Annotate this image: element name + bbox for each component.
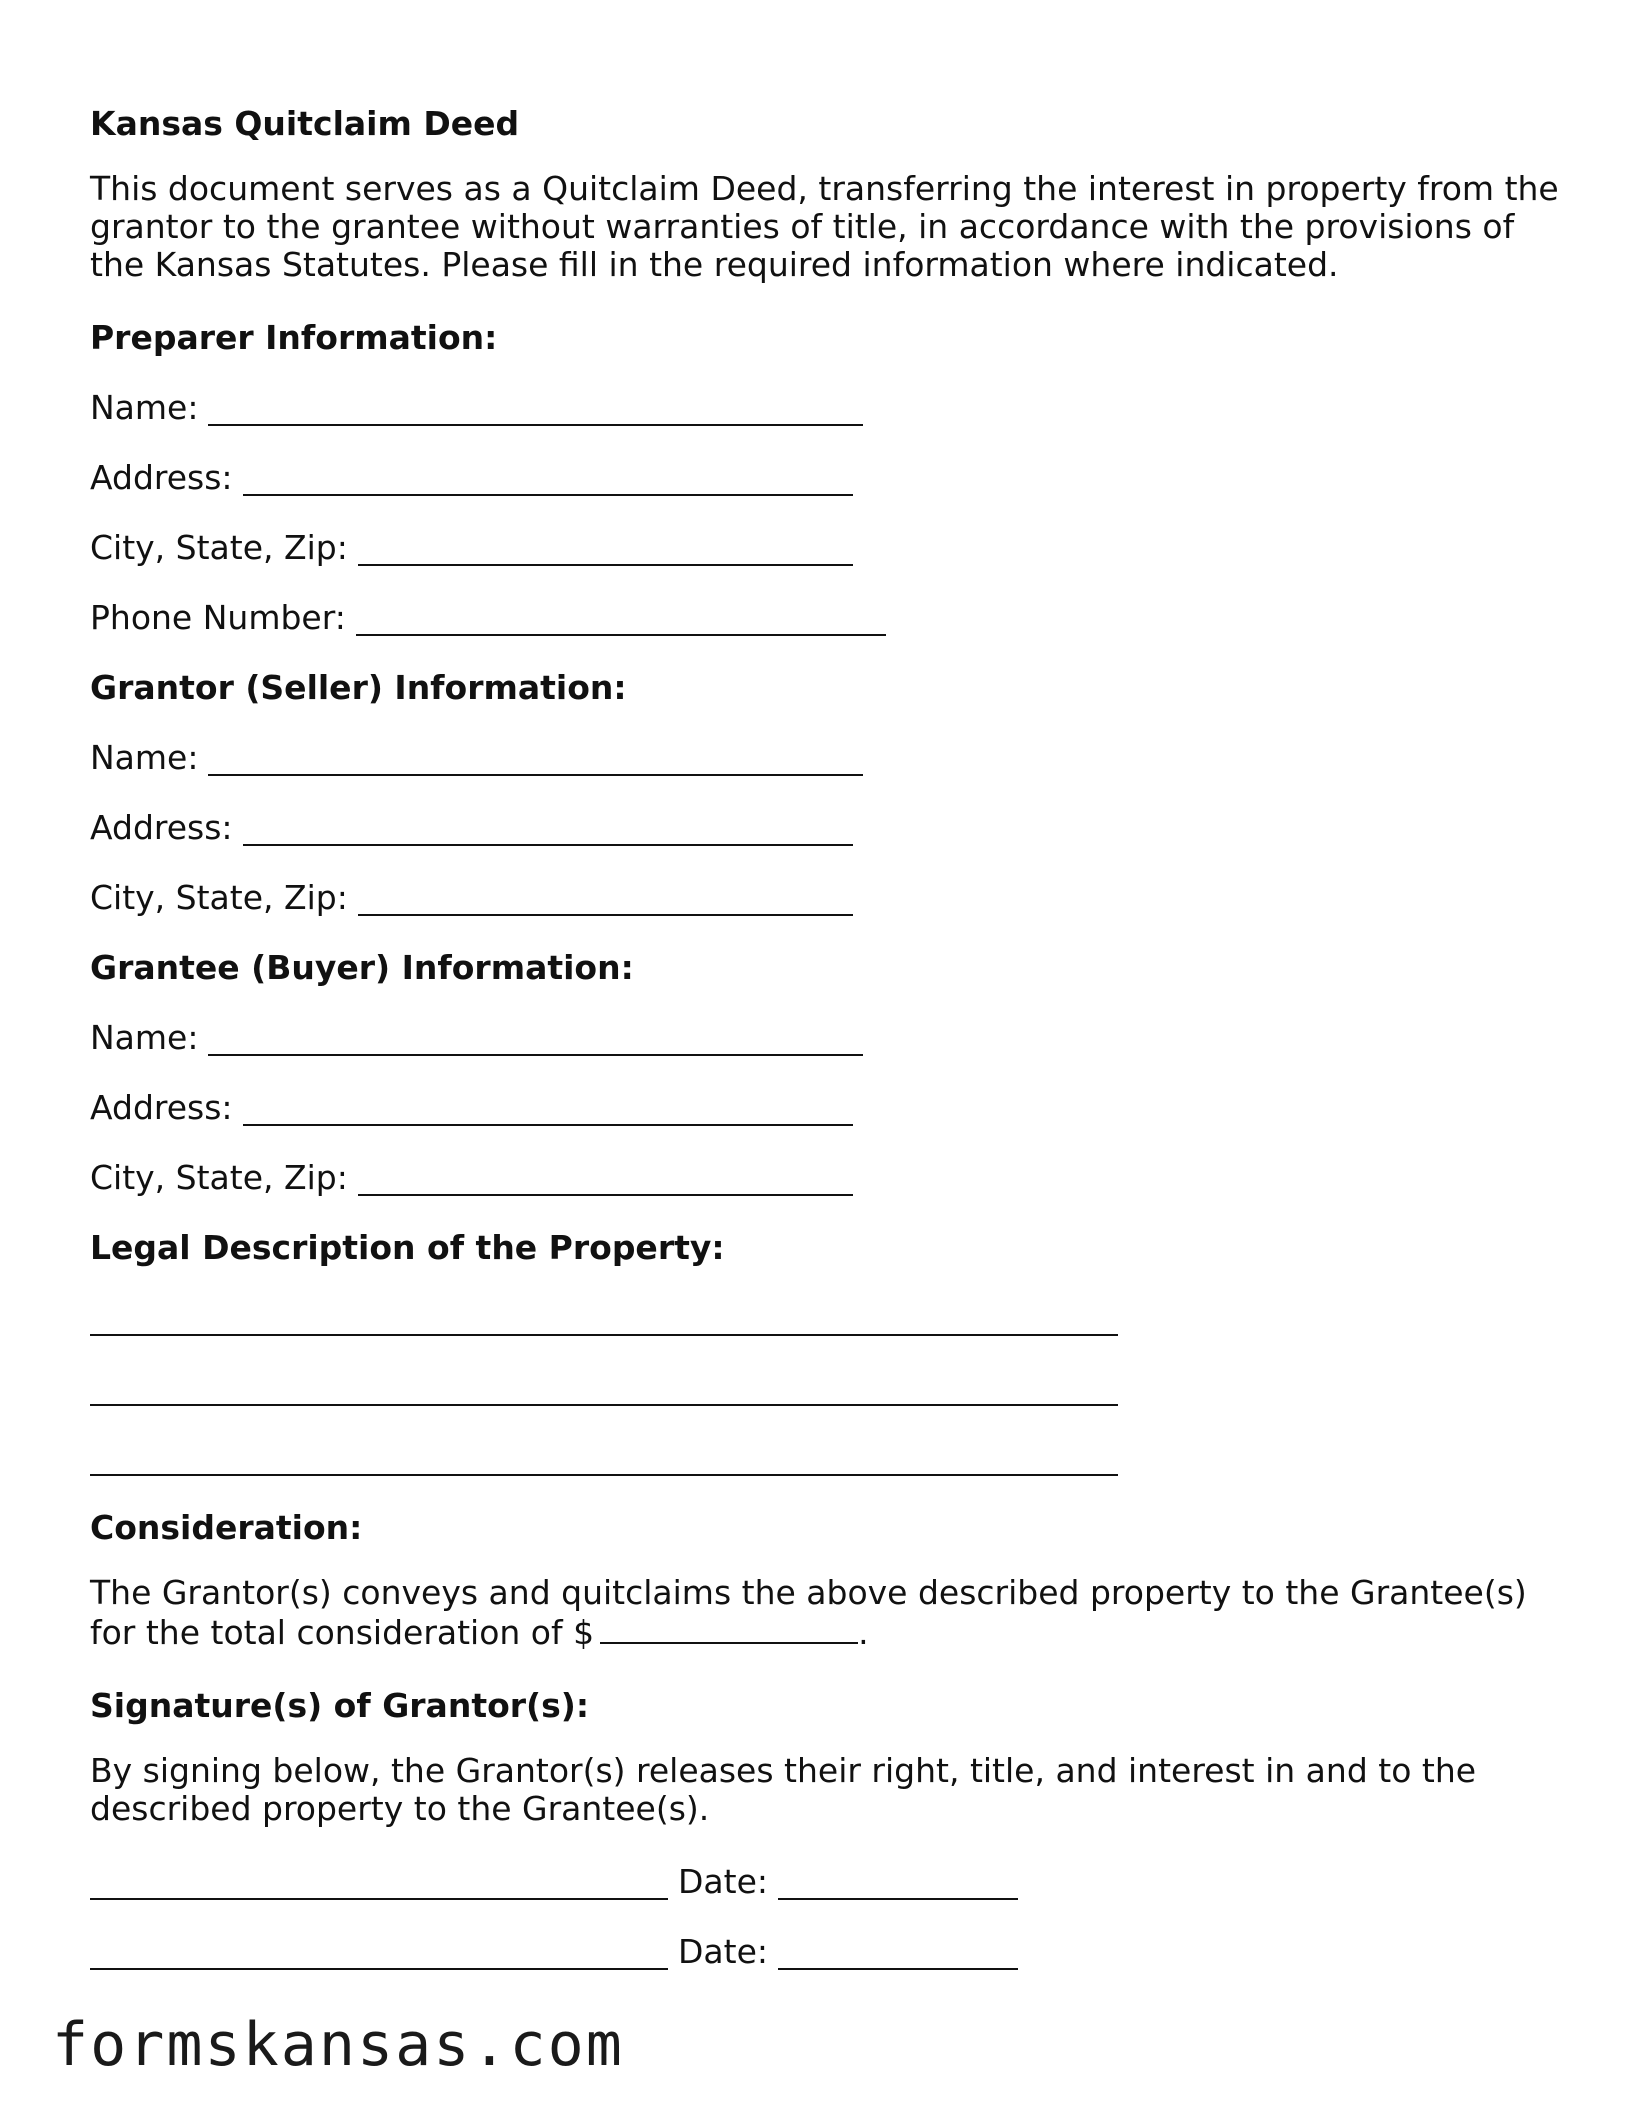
legal-description-heading: Legal Description of the Property: [90,1228,725,1267]
legal-description-line-2-row [90,1364,1570,1412]
preparer-city-row [90,524,1570,572]
consideration-period: . [858,1613,869,1652]
grantee-name-field[interactable] [208,1016,863,1056]
preparer-name-label: Name: [90,388,199,427]
preparer-phone-field[interactable] [356,596,886,636]
legal-description-line-2[interactable] [90,1366,1118,1406]
date-1-field[interactable] [778,1860,1018,1900]
preparer-heading: Preparer Information: [90,318,498,357]
grantor-city-row [90,874,1570,922]
grantor-signature-1-field[interactable] [90,1860,668,1900]
grantor-name-field[interactable] [208,736,863,776]
grantor-city-label: City, State, Zip: [90,878,348,917]
grantor-address-row [90,804,1570,852]
site-watermark: formskansas.com [52,2010,624,2080]
grantee-city-label: City, State, Zip: [90,1158,348,1197]
consideration-heading: Consideration: [90,1508,363,1547]
legal-description-line-3-row [90,1434,1570,1482]
grantee-city-field[interactable] [358,1156,853,1196]
grantor-heading: Grantor (Seller) Information: [90,668,627,707]
grantee-address-label: Address: [90,1088,233,1127]
date-2-field[interactable] [778,1930,1018,1970]
consideration-text: The Grantor(s) conveys and quitclaims the above described property to the Grantee(s) for the total consideration of $ [90,1573,1527,1652]
grantee-address-field[interactable] [243,1086,853,1126]
grantee-name-row [90,1014,1570,1062]
preparer-phone-label: Phone Number: [90,598,346,637]
date-label-2: Date: [678,1932,768,1971]
grantor-city-field[interactable] [358,876,853,916]
grantor-signature-2-field[interactable] [90,1930,668,1970]
preparer-address-field[interactable] [243,456,853,496]
legal-description-line-3[interactable] [90,1436,1118,1476]
preparer-name-field[interactable] [208,386,863,426]
intro-paragraph: This document serves as a Quitclaim Deed, transferring the interest in property from the grantor to the grantee without warranties of title, in accordance with the provisions of the Kansas Statutes. Please fill in the required information where indicated. [90,169,1559,284]
grantee-heading: Grantee (Buyer) Information: [90,948,634,987]
grantee-address-row [90,1084,1570,1132]
preparer-name-row [90,384,1570,432]
grantor-address-field[interactable] [243,806,853,846]
legal-description-line-1[interactable] [90,1296,1118,1336]
signature-row-2 [90,1928,1570,1976]
preparer-address-row [90,454,1570,502]
preparer-city-field[interactable] [358,526,853,566]
grantor-name-row [90,734,1570,782]
preparer-address-label: Address: [90,458,233,497]
legal-description-line-1-row [90,1294,1570,1342]
signature-row-1 [90,1858,1570,1906]
signatures-paragraph: By signing below, the Grantor(s) releases their right, title, and interest in and to the described property to the Grantee(s). [90,1751,1477,1828]
grantor-address-label: Address: [90,808,233,847]
consideration-paragraph [90,1574,1570,1652]
grantee-name-label: Name: [90,1018,199,1057]
preparer-city-label: City, State, Zip: [90,528,348,567]
date-label-1: Date: [678,1862,768,1901]
consideration-amount-field[interactable] [600,1612,858,1644]
deed-form [90,100,1570,1998]
grantor-name-label: Name: [90,738,199,777]
grantee-city-row [90,1154,1570,1202]
preparer-phone-row [90,594,1570,642]
signatures-heading: Signature(s) of Grantor(s): [90,1686,590,1725]
document-title: Kansas Quitclaim Deed [90,104,520,143]
